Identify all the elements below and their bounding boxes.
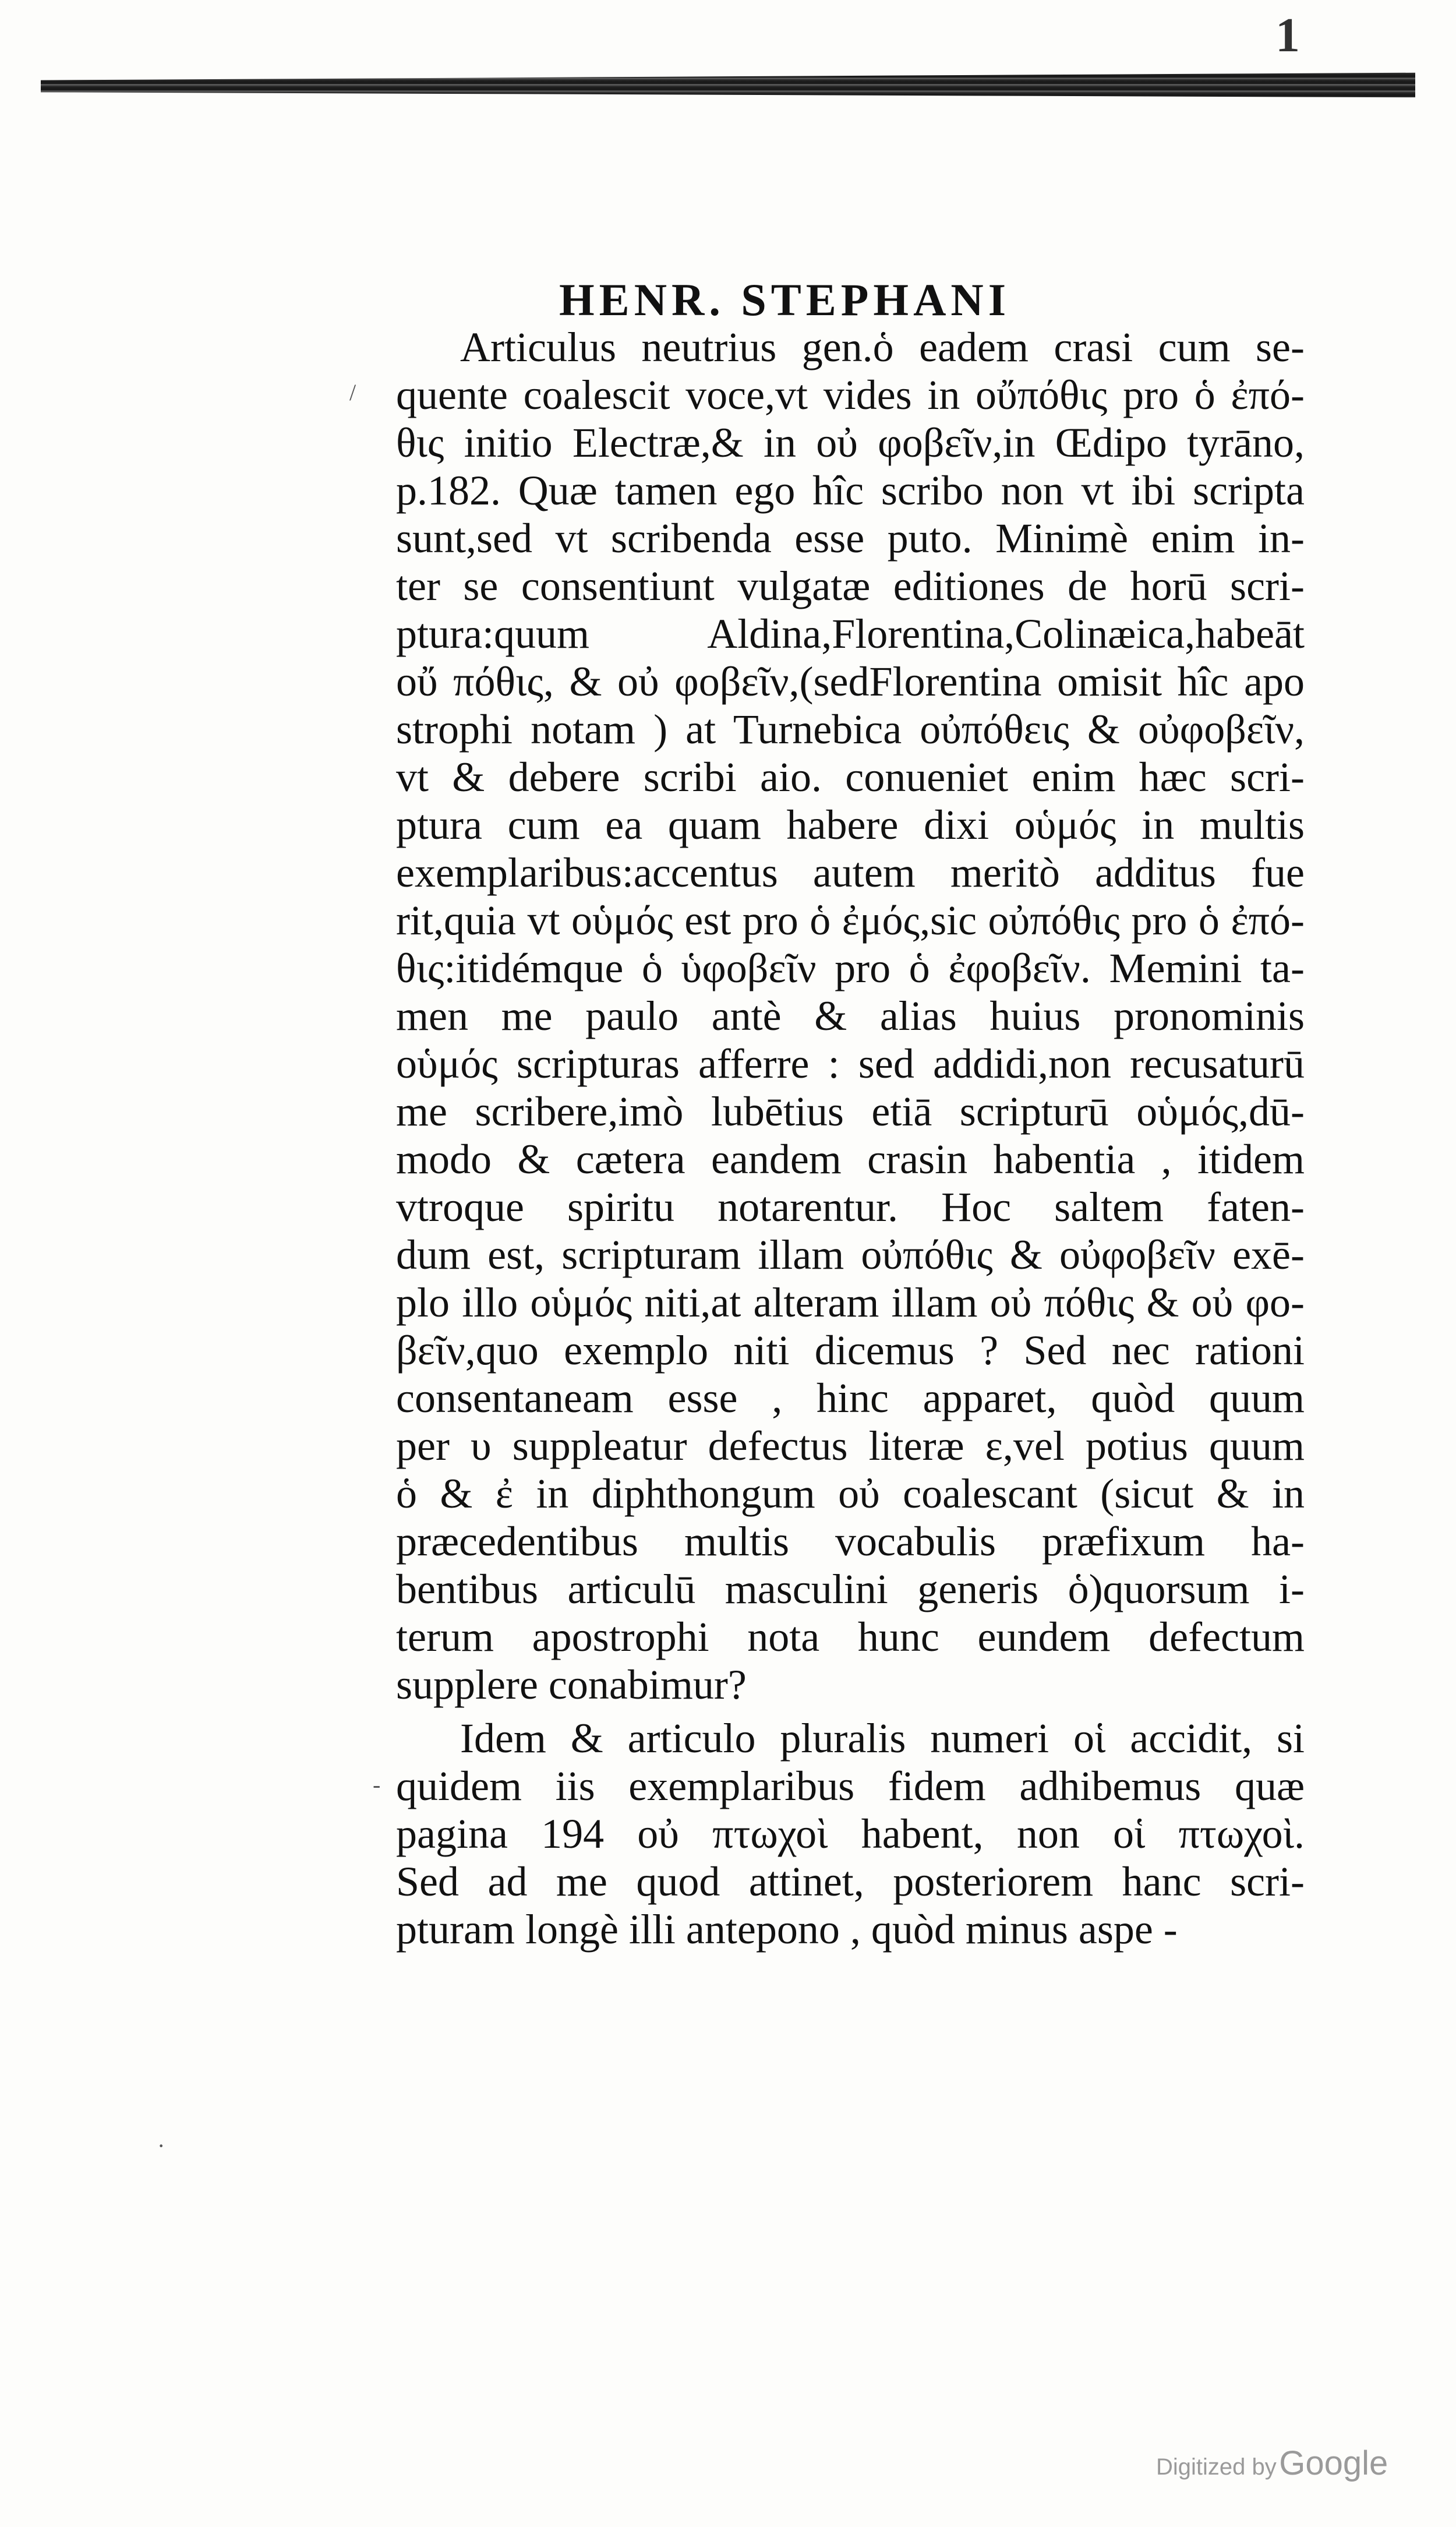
text-line: quente coalescit voce,vt vides in οὔπόθις pro ὁ ἐπό- — [396, 372, 1305, 418]
text-line: plo illo οὑμός niti,at alteram illam οὐ πόθις & οὐ φο- — [396, 1279, 1305, 1326]
text-line: pagina 194 οὐ πτωχοὶ habent, non οἱ πτωχοὶ. — [396, 1810, 1305, 1857]
paragraph-1 — [396, 323, 1305, 1709]
text-line: strophi notam ) at Turnebica οὐπόθεις & οὐφοβεῖν, — [396, 706, 1305, 753]
text-line: modo & cætera eandem crasin habentia , itidem — [396, 1136, 1305, 1183]
text-line: me scribere,imò lubētius etiā scripturū οὑμός,dū- — [396, 1088, 1305, 1135]
text-line: per υ suppleatur defectus literæ ε,vel potius quum — [396, 1423, 1305, 1469]
text-line: bentibus articulū masculini generis ὁ)quorsum i- — [396, 1566, 1305, 1612]
text-line: οὑμός scripturas afferre : sed addidi,non recusaturū — [396, 1040, 1305, 1087]
text-line: ptura cum ea quam habere dixi οὑμός in multis — [396, 802, 1305, 848]
margin-mark: - — [373, 1771, 381, 1798]
text-line: οὔ πόθις, & οὐ φοβεῖν,(sedFlorentina omisit hîc apo — [396, 658, 1305, 705]
text-line: ptura:quum Aldina,Florentina,Colinæica,habeāt — [396, 610, 1305, 657]
text-line: ter se consentiunt vulgatæ editiones de horū scri- — [396, 563, 1305, 609]
text-line: ὁ & ἐ in diphthongum οὐ coalescant (sicut & in — [396, 1470, 1305, 1517]
digitized-by-google-watermark — [1156, 2444, 1388, 2483]
text-line: consentaneam esse , hinc apparet, quòd quum — [396, 1375, 1305, 1421]
text-line: exemplaribus:accentus autem meritò additus fue — [396, 849, 1305, 896]
text-line: rit,quia vt οὑμός est pro ὁ ἐμός,sic οὐπόθις pro ὁ ἐπό- — [396, 897, 1305, 944]
text-line: Idem & articulo pluralis numeri οἱ accidit, si — [460, 1715, 1305, 1762]
text-line: præcedentibus multis vocabulis præfixum ha- — [396, 1518, 1305, 1565]
text-line: terum apostrophi nota hunc eundem defectum — [396, 1614, 1305, 1660]
margin-mark: / — [349, 379, 356, 405]
margin-mark: · — [157, 2133, 165, 2159]
text-line: vt & debere scribi aio. conueniet enim hæc scri- — [396, 754, 1305, 800]
text-line: Sed ad me quod attinet, posteriorem hanc scri- — [396, 1858, 1305, 1905]
paragraph-2 — [396, 1714, 1305, 1953]
text-line: supplere conabimur? — [396, 1661, 747, 1708]
scan-edge-band — [41, 69, 1415, 101]
text-line: vtroque spiritu notarentur. Hoc saltem faten- — [396, 1184, 1305, 1230]
corner-mark: 1 — [1275, 8, 1300, 62]
text-line: sunt,sed vt scribenda esse puto. Minimè enim in- — [396, 515, 1305, 562]
running-head: HENR. STEPHANI — [559, 274, 1011, 325]
body-text — [396, 323, 1305, 1953]
text-line: βεῖν,quo exemplo niti dicemus ? Sed nec rationi — [396, 1327, 1305, 1374]
text-line: pturam longè illi antepono , quòd minus aspe - — [396, 1906, 1178, 1953]
digitized-by-label: Digitized by — [1156, 2454, 1277, 2480]
text-line: Articulus neutrius gen.ὁ eadem crasi cum se- — [460, 324, 1305, 370]
text-line: θις initio Electræ,& in οὐ φοβεῖν,in Œdipo tyrāno, — [396, 419, 1305, 466]
text-line: men me paulo antè & alias huius pronominis — [396, 993, 1305, 1039]
google-logo: Google — [1279, 2444, 1388, 2482]
text-line: θις:itidémque ὁ ὑφοβεῖν pro ὁ ἐφοβεῖν. Memini ta- — [396, 945, 1305, 991]
text-line: quidem iis exemplaribus fidem adhibemus quæ — [396, 1763, 1305, 1809]
text-line: p.182. Quæ tamen ego hîc scribo non vt ibi scripta — [396, 467, 1305, 514]
text-line: dum est, scripturam illam οὐπόθις & οὐφοβεῖν exē- — [396, 1231, 1305, 1278]
